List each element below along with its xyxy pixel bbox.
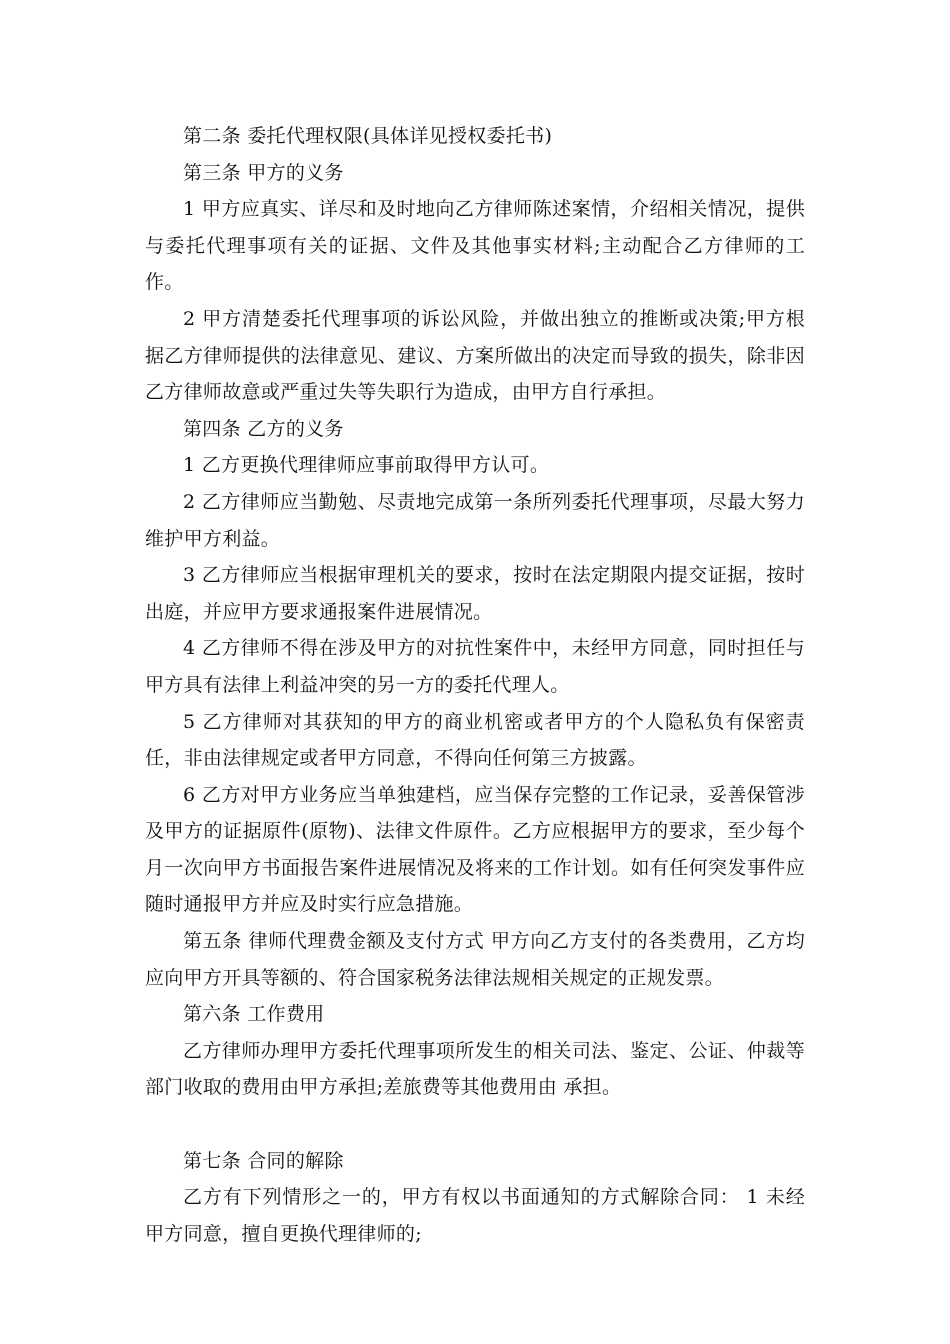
article-4-clause-5: 5 乙方律师对其获知的甲方的商业机密或者甲方的个人隐私负有保密责任，非由法律规定或者甲方同意，不得向任何第三方披露。 <box>145 710 805 770</box>
article-3-heading: 第三条 甲方的义务 <box>183 161 344 184</box>
article-4-clause-3: 3 乙方律师应当根据审理机关的要求，按时在法定期限内提交证据，按时出庭，并应甲方要求通报案件进展情况。 <box>145 564 805 623</box>
article-4-clause-4: 4 乙方律师不得在涉及甲方的对抗性案件中，未经甲方同意，同时担任与甲方具有法律上利益冲突的另一方的委托代理人。 <box>145 637 805 696</box>
document-body <box>145 118 805 1252</box>
article-3-clause-2: 2 甲方清楚委托代理事项的诉讼风险，并做出独立的推断或决策;甲方根据乙方律师提供的法律意见、建议、方案所做出的决定而导致的损失，除非因乙方律师故意或严重过失等失职行为造成，由甲方自行承担。 <box>145 307 805 404</box>
article-4-clause-2: 2 乙方律师应当勤勉、尽责地完成第一条所列委托代理事项，尽最大努力维护甲方利益。 <box>145 490 805 550</box>
article-7-heading: 第七条 合同的解除 <box>183 1149 344 1172</box>
article-4-clause-6: 6 乙方对甲方业务应当单独建档，应当保存完整的工作记录，妥善保管涉及甲方的证据原件(原物)、法律文件原件。乙方应根据甲方的要求，至少每个月一次向甲方书面报告案件进展情况及将来的工作计划。如有任何突发事件应随时通报甲方并应及时实行应急措施。 <box>145 783 805 916</box>
article-4-heading: 第四条 乙方的义务 <box>183 417 344 440</box>
article-2-heading: 第二条 委托代理权限(具体详见授权委托书) <box>183 125 553 147</box>
article-6-body: 乙方律师办理甲方委托代理事项所发生的相关司法、鉴定、公证、仲裁等部门收取的费用由甲方承担;差旅费等其他费用由 承担。 <box>145 1039 805 1099</box>
article-6-heading: 第六条 工作费用 <box>183 1003 325 1026</box>
article-3-clause-1: 1 甲方应真实、详尽和及时地向乙方律师陈述案情，介绍相关情况，提供与委托代理事项有关的证据、文件及其他事实材料;主动配合乙方律师的工作。 <box>145 198 805 294</box>
article-5-paragraph: 第五条 律师代理费金额及支付方式 甲方向乙方支付的各类费用，乙方均应向甲方开具等额的、符合国家税务法律法规相关规定的正规发票。 <box>145 930 805 989</box>
paragraph-spacer <box>145 1106 805 1143</box>
article-7-body: 乙方有下列情形之一的，甲方有权以书面通知的方式解除合同： 1 未经甲方同意，擅自更换代理律师的; <box>145 1186 805 1245</box>
article-4-clause-1: 1 乙方更换代理律师应事前取得甲方认可。 <box>183 454 550 477</box>
